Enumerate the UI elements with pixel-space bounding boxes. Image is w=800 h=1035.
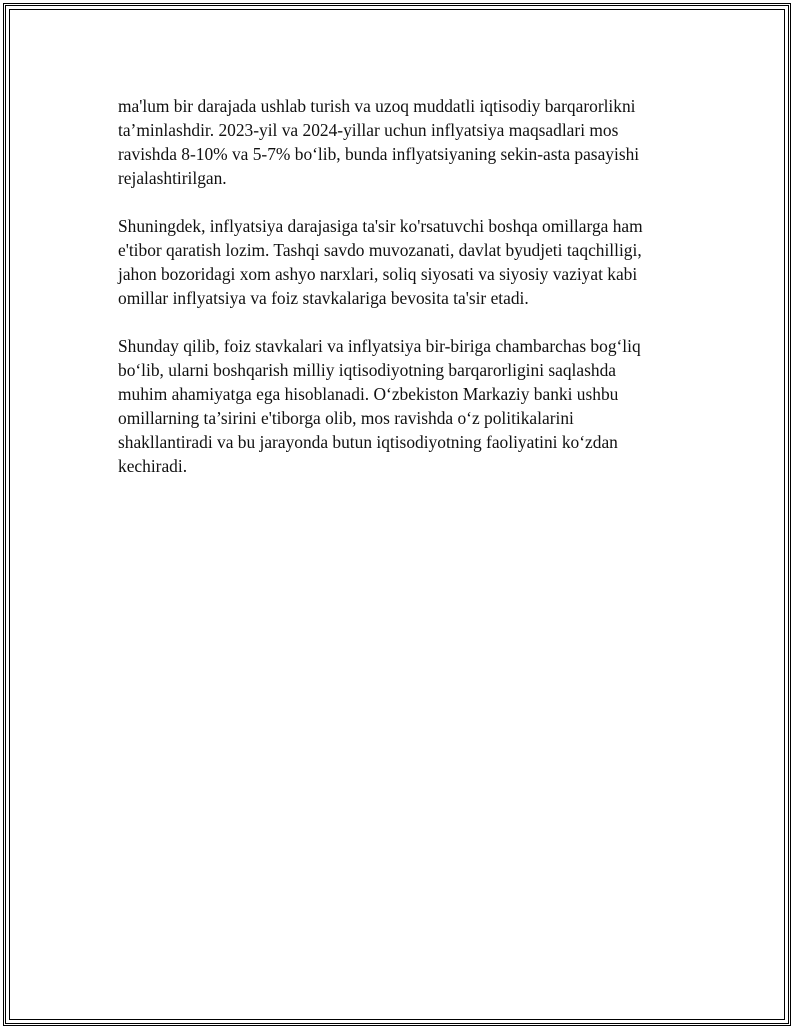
- paragraph-conclusion: Shunday qilib, foiz stavkalari va inflyatsiya bir-biriga chambarchas bog‘liq bo‘lib, ularni boshqarish milliy iqtisodiyotning barqarorligini saqlashda muhim ahamiyatga ega hisoblanadi. O‘zbekiston Markaziy banki ushbu omillarning ta’sirini e'tiborga olib, mos ravishda o‘z politikalarini shakllantiradi va bu jarayonda butun iqtisodiyotning faoliyatini ko‘zdan kechiradi.: [118, 336, 641, 476]
- paragraph-other-factors: Shuningdek, inflyatsiya darajasiga ta'sir ko'rsatuvchi boshqa omillarga ham e'tibor qaratish lozim. Tashqi savdo muvozanati, davlat byudjeti taqchilligi, jahon bozoridagi xom ashyo narxlari, soliq siyosati va siyosiy vaziyat kabi omillar inflyatsiya va foiz stavkalariga bevosita ta'sir etadi.: [118, 216, 643, 308]
- document-body: [118, 94, 684, 502]
- paragraph-inflation-targets: ma'lum bir darajada ushlab turish va uzoq muddatli iqtisodiy barqarorlikni ta’minlashdir. 2023-yil va 2024-yillar uchun inflyatsiya maqsadlari mos ravishda 8-10% va 5-7% bo‘lib, bunda inflyatsiyaning sekin-asta pasayishi rejalashtirilgan.: [118, 96, 640, 188]
